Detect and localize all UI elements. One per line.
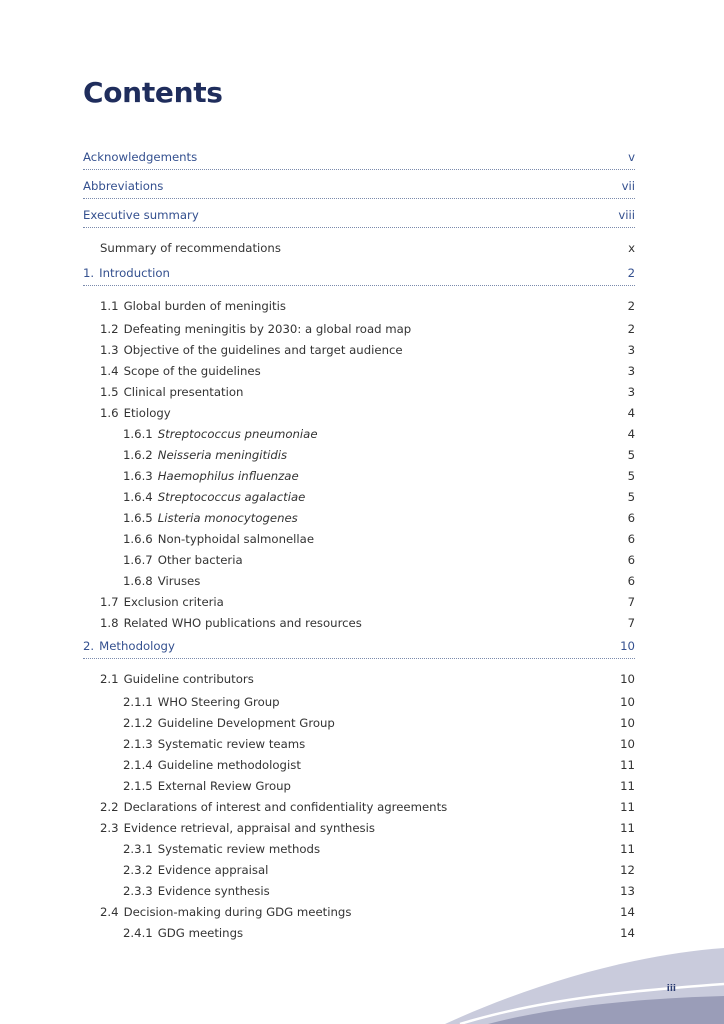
toc-entry-number: 1.5 (100, 384, 119, 399)
toc-entry-number: 1.3 (100, 342, 119, 357)
toc-entry-number: 1.6.1 (123, 426, 153, 441)
toc-entry-number: 1.6.6 (123, 531, 153, 546)
toc-entry-title: Declarations of interest and confidentiality agreements (123, 799, 448, 814)
toc-entry-number: 1.6.8 (123, 573, 153, 588)
toc-entry-number: 2. (83, 638, 95, 653)
toc-entry-page: viii (618, 207, 635, 222)
toc-entry-number: 1.1 (100, 299, 119, 313)
toc-entry-page: 6 (627, 552, 635, 567)
toc-entry-number: 2.2 (100, 799, 119, 814)
toc-entry-title: Defeating meningitis by 2030: a global road map (123, 321, 412, 336)
toc-entry-title: Streptococcus pneumoniae (157, 426, 318, 441)
toc-entry-page: 3 (627, 384, 635, 399)
toc-entry-number: 2.3.3 (123, 883, 153, 898)
toc-entry-page: 7 (627, 594, 635, 609)
toc-entry-title: Systematic review teams (157, 736, 306, 751)
toc-entry-page: x (628, 241, 635, 255)
toc-entry-number: 2.3 (100, 820, 119, 835)
toc-entry-title: Introduction (99, 265, 170, 280)
toc-entry-page: 10 (620, 736, 635, 751)
toc-entry-page: 10 (620, 672, 635, 686)
toc-entry-title: Abbreviations (83, 178, 164, 193)
toc-entry-page: 6 (627, 531, 635, 546)
toc-entry-title: WHO Steering Group (157, 694, 280, 709)
toc-entry-page: 3 (627, 363, 635, 378)
toc-entry-number: 2.1.4 (123, 757, 153, 772)
toc-entry-title: Related WHO publications and resources (123, 615, 362, 630)
page-number: iii (666, 984, 676, 994)
toc-entry-title: Global burden of meningitis (123, 299, 286, 313)
toc-entry-number: 1.6.3 (123, 468, 153, 483)
toc-entry-title: Systematic review methods (157, 841, 321, 856)
toc-entry-page: 7 (627, 615, 635, 630)
toc-entry-title: Streptococcus agalactiae (157, 489, 306, 504)
toc-entry-page: 5 (627, 468, 635, 483)
toc-entry-page: 14 (620, 925, 635, 940)
toc-entry-title: Guideline methodologist (157, 757, 301, 772)
toc-entry-number: 1.6.4 (123, 489, 153, 504)
toc-entry-title: Acknowledgements (83, 149, 198, 164)
toc-entry-page: 11 (620, 841, 635, 856)
toc-entry-number: 2.4.1 (123, 925, 153, 940)
toc-entry-page: 2 (627, 265, 635, 280)
toc-entry-title: Etiology (123, 405, 171, 420)
toc-entry-title: Non-typhoidal salmonellae (157, 531, 315, 546)
page-title: Contents (83, 76, 223, 109)
toc-entry-title: Exclusion criteria (123, 594, 224, 609)
toc-entry-title: Listeria monocytogenes (157, 510, 298, 525)
toc-entry-title: Guideline Development Group (157, 715, 335, 730)
toc-entry-page: 6 (627, 510, 635, 525)
toc-entry-title: Other bacteria (157, 552, 243, 567)
toc-entry-number: 2.3.1 (123, 841, 153, 856)
toc-entry-number: 2.1.5 (123, 778, 153, 793)
toc-entry-page: 12 (620, 862, 635, 877)
toc-entry-number: 1.6.7 (123, 552, 153, 567)
toc-entry-page: 11 (620, 820, 635, 835)
toc-entry-title: External Review Group (157, 778, 291, 793)
toc-entry-page: 2 (627, 299, 635, 313)
toc-entry-page: 2 (627, 321, 635, 336)
toc-entry-title: GDG meetings (157, 925, 244, 940)
toc-entry-title: Executive summary (83, 207, 199, 222)
toc-entry-page: 4 (627, 426, 635, 441)
toc-entry-page: 10 (620, 694, 635, 709)
toc-entry-number: 1.6.2 (123, 447, 153, 462)
toc-entry-title: Evidence synthesis (157, 883, 270, 898)
toc-entry-title: Viruses (157, 573, 201, 588)
toc-entry-page: v (628, 149, 635, 164)
toc-entry-page: 11 (620, 757, 635, 772)
toc-entry-page: 14 (620, 904, 635, 919)
toc-entry-number: 1. (83, 265, 95, 280)
toc-entry-page: 10 (620, 638, 635, 653)
toc-entry-title: Neisseria meningitidis (157, 447, 288, 462)
toc-entry-title: Methodology (99, 638, 175, 653)
toc-entry-title: Decision-making during GDG meetings (123, 904, 352, 919)
toc-entry-number: 2.1 (100, 672, 119, 686)
toc-entry-page: 11 (620, 778, 635, 793)
toc-entry-title: Guideline contributors (123, 672, 254, 686)
toc-entry-page: 13 (620, 883, 635, 898)
toc-entry-page: 3 (627, 342, 635, 357)
toc-entry-page: 10 (620, 715, 635, 730)
toc-entry-number: 2.1.3 (123, 736, 153, 751)
toc-entry-number: 2.4 (100, 904, 119, 919)
toc-entry-title: Haemophilus influenzae (157, 468, 299, 483)
toc-entry-number: 2.1.1 (123, 694, 153, 709)
toc-entry-number: 1.6.5 (123, 510, 153, 525)
toc-entry-number: 1.7 (100, 594, 119, 609)
toc-entry-title: Objective of the guidelines and target audience (123, 342, 403, 357)
toc-entry-page: 4 (627, 405, 635, 420)
toc-entry-title: Clinical presentation (123, 384, 244, 399)
toc-entry-page: vii (621, 178, 635, 193)
toc-entry-number: 1.8 (100, 615, 119, 630)
toc-entry-title: Scope of the guidelines (123, 363, 261, 378)
toc-entry-page: 5 (627, 447, 635, 462)
toc-entry-page: 6 (627, 573, 635, 588)
toc-entry-title: Summary of recommendations (100, 241, 281, 255)
toc-entry-title: Evidence retrieval, appraisal and synthesis (123, 820, 375, 835)
toc-entry-number: 2.3.2 (123, 862, 153, 877)
toc-entry-number: 1.6 (100, 405, 119, 420)
toc-entry-page: 5 (627, 489, 635, 504)
toc-entry-number: 1.2 (100, 321, 119, 336)
toc-entry-page: 11 (620, 799, 635, 814)
toc-entry-title: Evidence appraisal (157, 862, 269, 877)
toc-entry-number: 2.1.2 (123, 715, 153, 730)
toc-entry-number: 1.4 (100, 363, 119, 378)
